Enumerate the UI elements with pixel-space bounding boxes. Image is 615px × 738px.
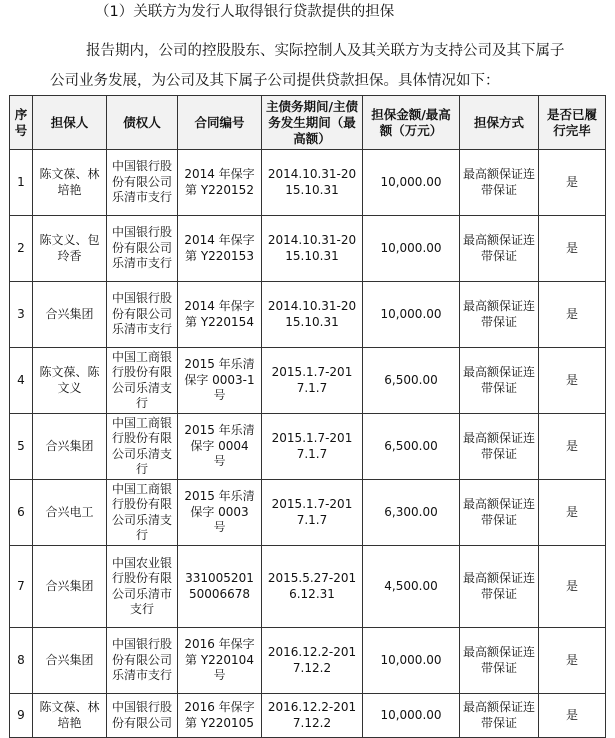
- cell-contract: 2015 年乐清保字 0003 号: [178, 480, 262, 546]
- cell-amount: 6,500.00: [363, 414, 460, 480]
- cell-done: 是: [539, 282, 606, 348]
- cell-done: 是: [539, 546, 606, 628]
- cell-creditor: 中国银行股份有限公司乐清市支行: [107, 628, 178, 694]
- cell-guarantor: 合兴集团: [33, 628, 107, 694]
- cell-period: 2014.10.31-2015.10.31: [262, 216, 363, 282]
- table-row: [10, 348, 606, 414]
- header-guarantor: 担保人: [33, 96, 107, 150]
- cell-period: 2015.1.7-2017.1.7: [262, 480, 363, 546]
- table-row: [10, 282, 606, 348]
- cell-period: 2015.1.7-2017.1.7: [262, 414, 363, 480]
- cell-no: 3: [10, 282, 33, 348]
- cell-done: 是: [539, 150, 606, 216]
- cell-period: 2015.5.27-2016.12.31: [262, 546, 363, 628]
- section-heading: （1）关联方为发行人取得银行贷款提供的担保: [95, 4, 395, 20]
- guarantee-table: [9, 95, 606, 738]
- header-contract: 合同编号: [178, 96, 262, 150]
- cell-method: 最高额保证连带保证: [460, 216, 539, 282]
- cell-done: 是: [539, 348, 606, 414]
- cell-amount: 10,000.00: [363, 628, 460, 694]
- table-row: [10, 628, 606, 694]
- cell-method: 最高额保证连带保证: [460, 694, 539, 738]
- cell-no: 2: [10, 216, 33, 282]
- intro-line-2: 公司业务发展，为公司及其下属子公司提供贷款担保。具体情况如下：: [50, 73, 500, 89]
- header-method: 担保方式: [460, 96, 539, 150]
- cell-guarantor: 合兴集团: [33, 546, 107, 628]
- cell-done: 是: [539, 628, 606, 694]
- table-row: [10, 546, 606, 628]
- cell-no: 6: [10, 480, 33, 546]
- intro-paragraph: [50, 36, 605, 96]
- cell-method: 最高额保证连带保证: [460, 414, 539, 480]
- cell-no: 9: [10, 694, 33, 738]
- cell-no: 7: [10, 546, 33, 628]
- table-header-row: [10, 96, 606, 150]
- table-row: [10, 480, 606, 546]
- cell-guarantor: 合兴集团: [33, 414, 107, 480]
- cell-guarantor: 陈文葆、林培艳: [33, 150, 107, 216]
- cell-method: 最高额保证连带保证: [460, 150, 539, 216]
- cell-period: 2015.1.7-2017.1.7: [262, 348, 363, 414]
- intro-line-1: 报告期内，公司的控股股东、实际控制人及其关联方为支持公司及其下属子: [86, 43, 565, 59]
- cell-amount: 10,000.00: [363, 694, 460, 738]
- cell-contract: 2016 年保字第 Y220104 号: [178, 628, 262, 694]
- cell-guarantor: 陈文葆、林培艳: [33, 694, 107, 738]
- header-creditor: 债权人: [107, 96, 178, 150]
- cell-guarantor: 陈文义、包玲香: [33, 216, 107, 282]
- cell-no: 8: [10, 628, 33, 694]
- cell-creditor: 中国农业银行股份有限公司乐清市支行: [107, 546, 178, 628]
- header-period: 主债务期间/主债务发生期间（最高额）: [262, 96, 363, 150]
- cell-done: 是: [539, 480, 606, 546]
- cell-amount: 6,500.00: [363, 348, 460, 414]
- cell-method: 最高额保证连带保证: [460, 628, 539, 694]
- cell-period: 2014.10.31-2015.10.31: [262, 150, 363, 216]
- table-row: [10, 216, 606, 282]
- cell-guarantor: 合兴电工: [33, 480, 107, 546]
- cell-period: 2016.12.2-2017.12.2: [262, 628, 363, 694]
- cell-method: 最高额保证连带保证: [460, 480, 539, 546]
- cell-contract: 2016 年保字第 Y220105: [178, 694, 262, 738]
- cell-guarantor: 陈文葆、陈文义: [33, 348, 107, 414]
- cell-amount: 10,000.00: [363, 216, 460, 282]
- cell-period: 2016.12.2-2017.12.2: [262, 694, 363, 738]
- cell-method: 最高额保证连带保证: [460, 282, 539, 348]
- header-no: 序号: [10, 96, 33, 150]
- cell-no: 5: [10, 414, 33, 480]
- header-done: 是否已履行完毕: [539, 96, 606, 150]
- cell-done: 是: [539, 216, 606, 282]
- cell-contract: 2015 年乐清保字 0003-1 号: [178, 348, 262, 414]
- cell-creditor: 中国银行股份有限公司乐清市支行: [107, 282, 178, 348]
- cell-contract: 2014 年保字第 Y220153: [178, 216, 262, 282]
- table-row: [10, 414, 606, 480]
- cell-amount: 4,500.00: [363, 546, 460, 628]
- cell-contract: 2015 年乐清保字 0004 号: [178, 414, 262, 480]
- cell-done: 是: [539, 694, 606, 738]
- cell-creditor: 中国银行股份有限公司乐清市支行: [107, 216, 178, 282]
- cell-no: 1: [10, 150, 33, 216]
- cell-contract: 2014 年保字第 Y220154: [178, 282, 262, 348]
- cell-contract: 2014 年保字第 Y220152: [178, 150, 262, 216]
- cell-done: 是: [539, 414, 606, 480]
- cell-creditor: 中国工商银行股份有限公司乐清支行: [107, 348, 178, 414]
- table-row: [10, 694, 606, 738]
- cell-period: 2014.10.31-2015.10.31: [262, 282, 363, 348]
- cell-method: 最高额保证连带保证: [460, 348, 539, 414]
- cell-no: 4: [10, 348, 33, 414]
- cell-amount: 10,000.00: [363, 150, 460, 216]
- table-row: [10, 150, 606, 216]
- header-amount: 担保金额/最高额（万元）: [363, 96, 460, 150]
- cell-creditor: 中国银行股份有限公司: [107, 694, 178, 738]
- cell-creditor: 中国工商银行股份有限公司乐清支行: [107, 414, 178, 480]
- cell-creditor: 中国银行股份有限公司乐清市支行: [107, 150, 178, 216]
- cell-amount: 10,000.00: [363, 282, 460, 348]
- cell-creditor: 中国工商银行股份有限公司乐清支行: [107, 480, 178, 546]
- cell-amount: 6,300.00: [363, 480, 460, 546]
- cell-guarantor: 合兴集团: [33, 282, 107, 348]
- cell-method: 最高额保证连带保证: [460, 546, 539, 628]
- cell-contract: 33100520150006678: [178, 546, 262, 628]
